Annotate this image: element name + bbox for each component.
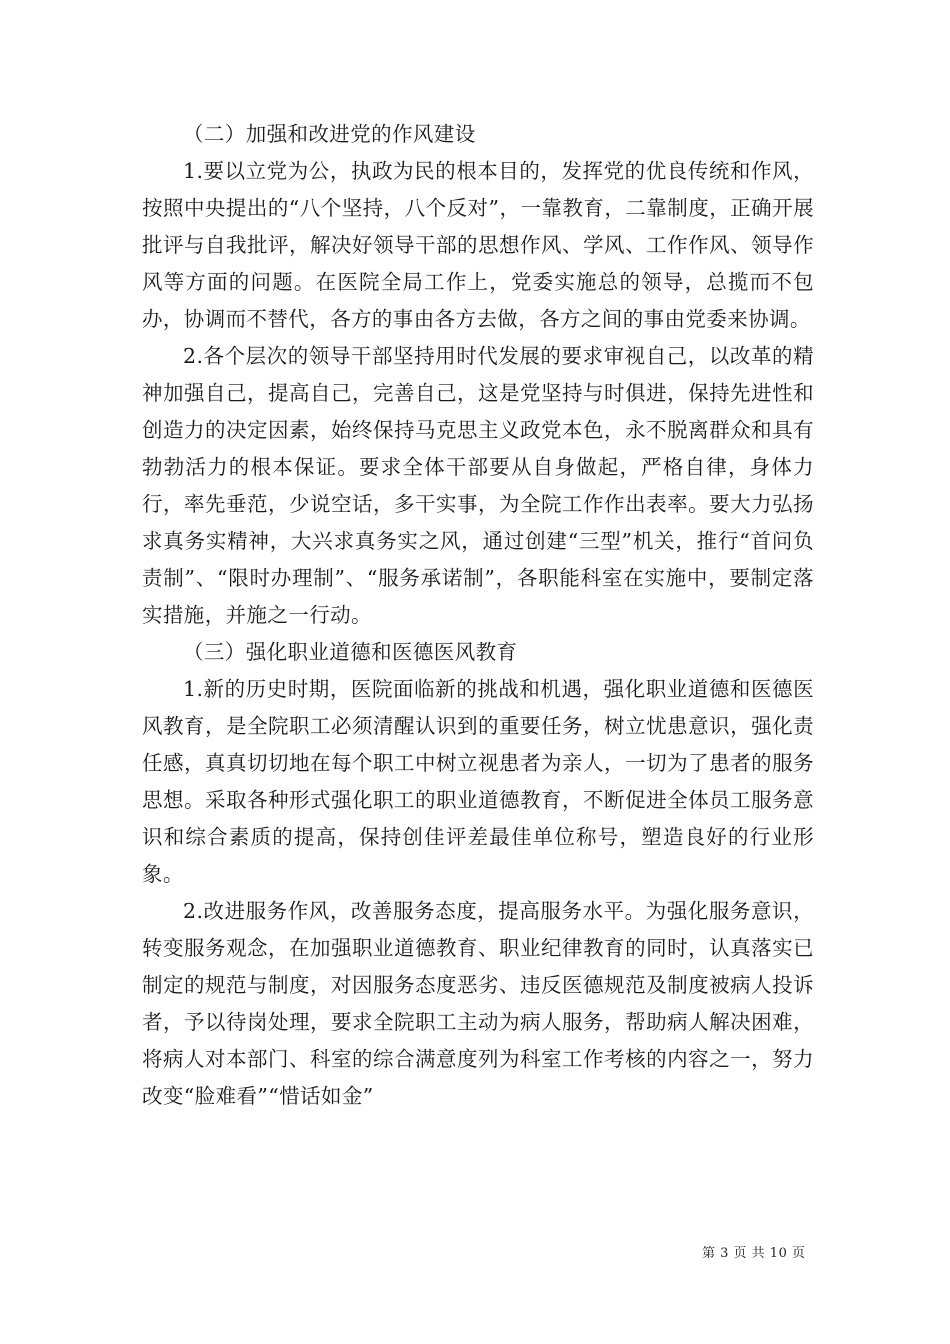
page-number-footer: 第 3 页 共 10 页 <box>702 1246 806 1261</box>
paragraph: 2.各个层次的领导干部坚持用时代发展的要求审视自己，以改革的精神加强自己，提高自己，完善自己，这是党坚持与时俱进，保持先进性和创造力的决定因素，始终保持马克思主义政党本色，永不脱离群众和具有勃勃活力的根本保证。要求全体干部要从自身做起，严格自律，身体力行，率先垂范，少说空话，多干实事，为全院工作作出表率。要大力弘扬求真务实精神，大兴求真务实之风，通过创建“三型”机关，推行“首问负责制”、“限时办理制”、“服务承诺制”，各职能科室在实施中，要制定落实措施，并施之一行动。 <box>142 344 814 627</box>
section-heading: （三）强化职业道德和医德医风教育 <box>183 640 518 664</box>
document-body <box>142 116 814 1115</box>
paragraph: 2.改进服务作风，改善服务态度，提高服务水平。为强化服务意识，转变服务观念，在加强职业道德教育、职业纪律教育的同时，认真落实已制定的规范与制度，对因服务态度恶劣、违反医德规范及制度被病人投诉者，予以待岗处理，要求全院职工主动为病人服务，帮助病人解决困难，将病人对本部门、科室的综合满意度列为科室工作考核的内容之一，努力改变“脸难看”“惜话如金” <box>142 899 814 1108</box>
paragraph: 1.新的历史时期，医院面临新的挑战和机遇，强化职业道德和医德医风教育，是全院职工必须清醒认识到的重要任务，树立忧患意识，强化责任感，真真切切地在每个职工中树立视患者为亲人，一切为了患者的服务思想。采取各种形式强化职工的职业道德教育，不断促进全体员工服务意识和综合素质的提高，保持创佳评差最佳单位称号，塑造良好的行业形象。 <box>142 677 814 886</box>
paragraph: 1.要以立党为公，执政为民的根本目的，发挥党的优良传统和作风，按照中央提出的“八个坚持，八个反对”，一靠教育，二靠制度，正确开展批评与自我批评，解决好领导干部的思想作风、学风、工作作风、领导作风等方面的问题。在医院全局工作上，党委实施总的领导，总揽而不包办，协调而不替代，各方的事由各方去做，各方之间的事由党委来协调。 <box>142 159 814 331</box>
section-heading: （二）加强和改进党的作风建设 <box>183 122 476 146</box>
